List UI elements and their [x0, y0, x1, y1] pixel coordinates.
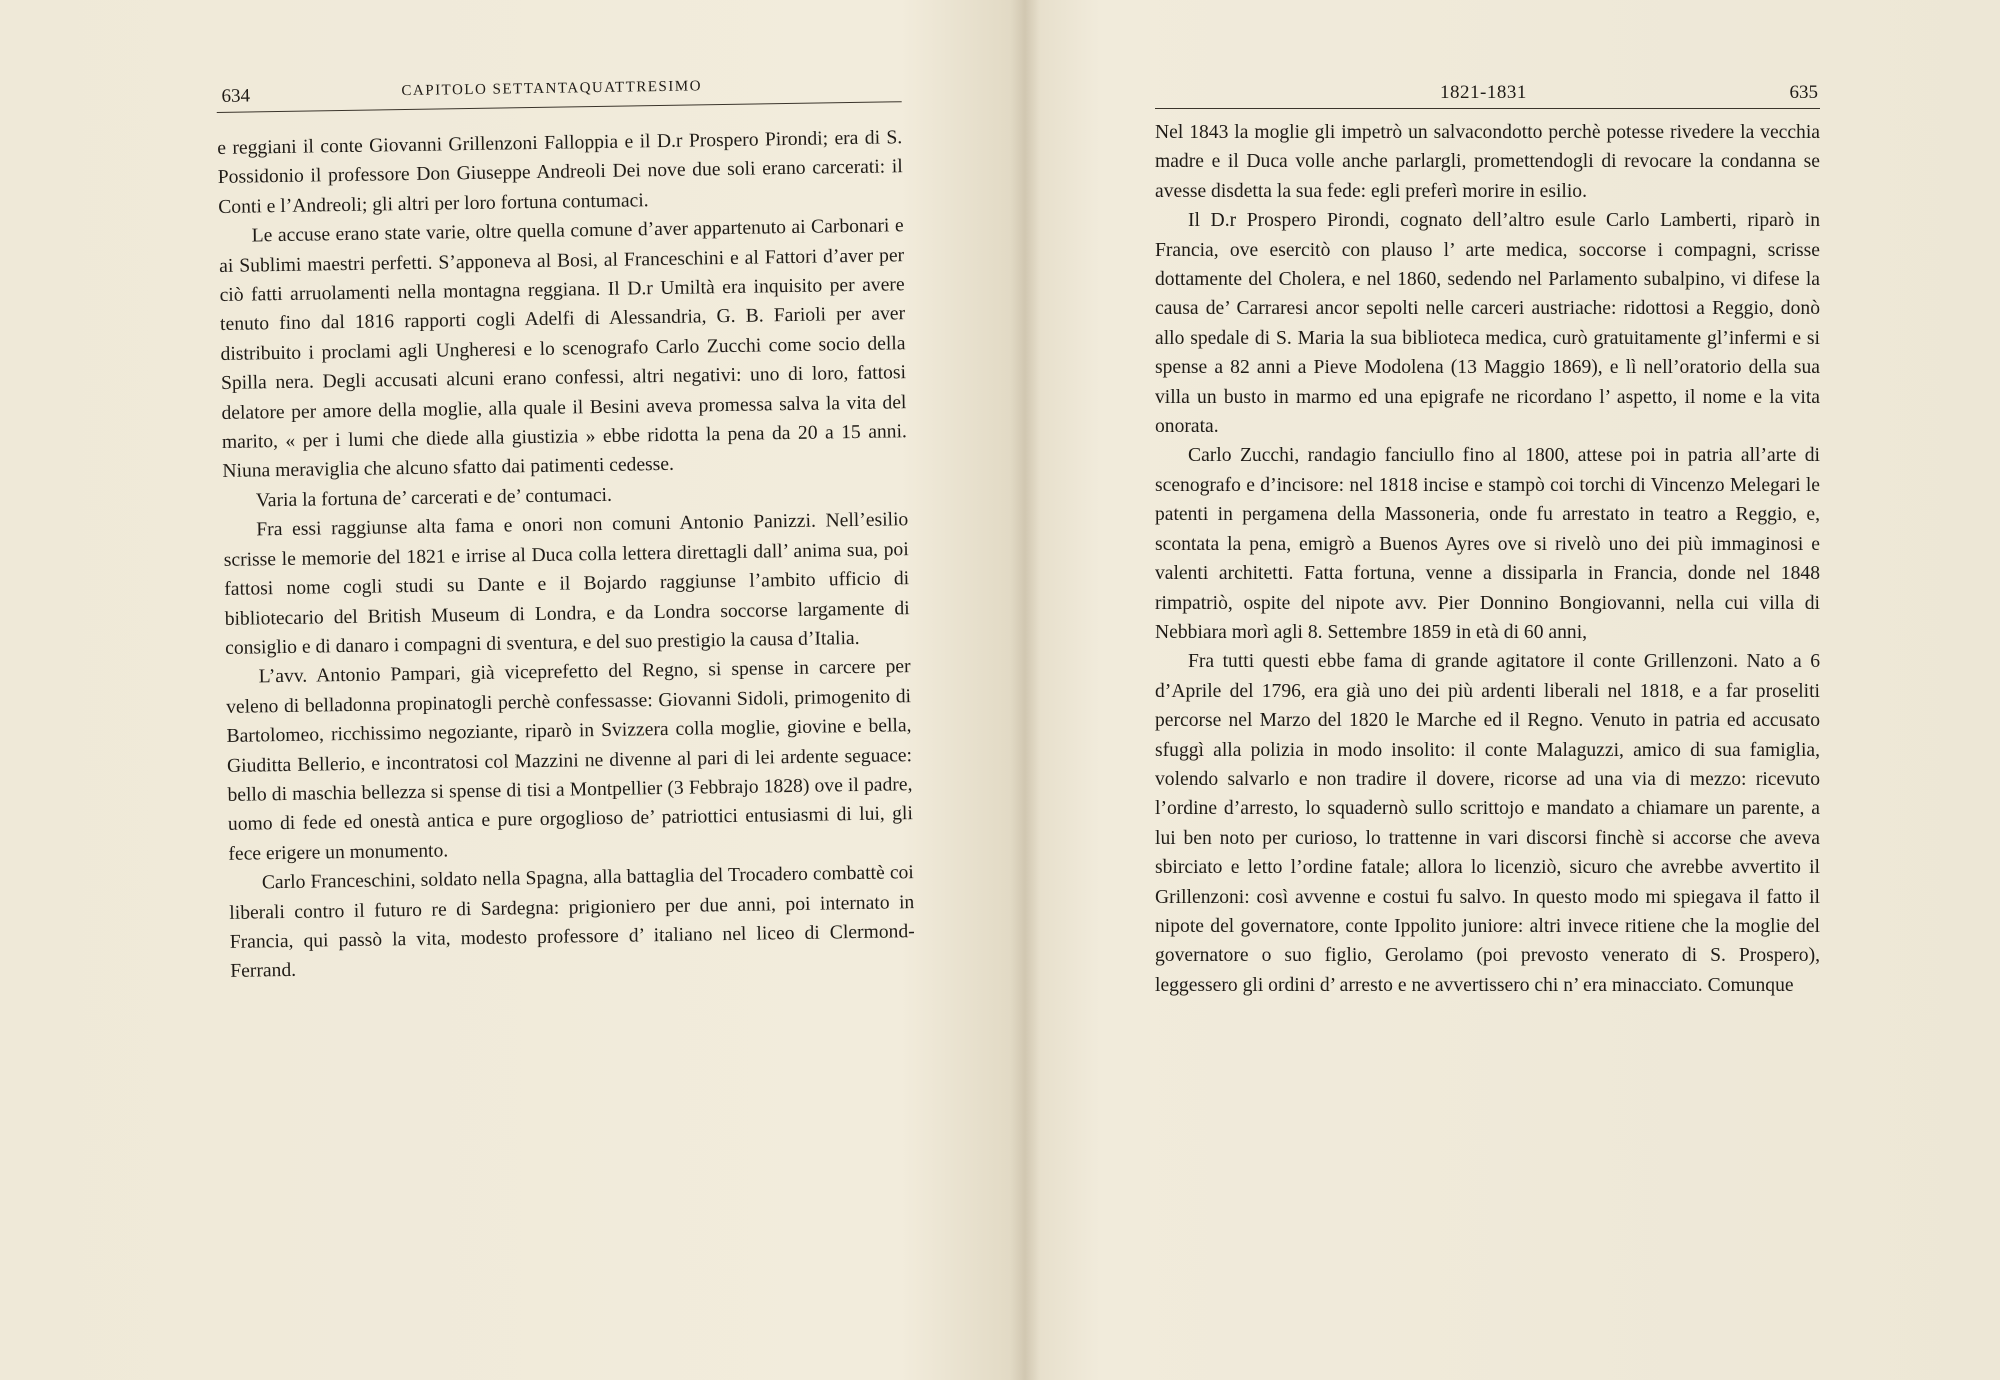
- paragraph: Fra tutti questi ebbe fama di grande agitatore il conte Grillenzoni. Nato a 6 d’Aprile del 1796, era già uno dei più ardenti liberali nel 1818, e a far proseliti percorse nel Marzo del 1820 le Marche ed il Regno. Venuto in patria ed accusato sfuggì alla polizia in modo insolito: il conte Malaguzzi, amico di sua famiglia, volendo salvarlo e non tradire il dovere, ricorse ad una via di mezzo: ricevuto l’ordine d’arresto, lo squadernò sullo scrittojo e mandato a chiamare un parente, a lui ben noto per curioso, lo trattenne in vari discorsi finchè si accorse che aveva sbirciato e letto l’ordine fatale; allora lo licenziò, sicuro che avrebbe avvertito il Grillenzoni: così avvenne e costui fu salvo. In questo modo mi spiegava il fatto il nipote del governatore, conte Ippolito juniore: altri invece ritiene che la moglie del governatore o suo figlio, Gerolamo (poi prevosto venerato di S. Prospero), leggessero gli ordini d’ arresto e ne avvertissero chi n’ era minacciato. Comunque: [1155, 651, 1820, 996]
- book-gutter: [1010, 0, 1040, 1380]
- right-page: [1155, 0, 1820, 1380]
- paragraph: Varia la fortuna de’ carcerati e de’ contumaci.: [255, 484, 613, 512]
- page-number-right: 635: [1789, 82, 1818, 103]
- left-page: [215, 0, 922, 1380]
- right-page-header: [1155, 78, 1820, 109]
- paragraph: Nel 1843 la moglie gli impetrò un salvacondotto perchè potesse rivedere la vecchia madre e il Duca volle anche parlargli, promettendogli di revocare la condanna se avesse disdetta la sua fede: egli preferì morire in esilio.: [1155, 122, 1820, 202]
- right-page-body: [1155, 118, 1820, 1000]
- paragraph: Le accuse erano state varie, oltre quella comune d’aver appartenuto ai Carbonari e ai Sublimi maestri perfetti. S’apponeva al Bosi, al Franceschini e al Fattori d’aver per ciò fatti arruolamenti nella montagna reggiana. Il D.r Umiltà era inquisito per avere tenuto fino dal 1816 rapporti cogli Adelfi di Alessandria, G. B. Farioli per aver distribuito i proclami agli Ungheresi e lo scenografo Carlo Zucchi come socio della Spilla nera. Degli accusati alcuni erano confessi, altri negativi: uno di loro, fattosi delatore per amore della moglie, alla quale il Besini aveva promessa salva la vita del marito, « per i lumi che diede alla giustizia » ebbe ridotta la pena da 20 a 15 anni. Niuna meraviglia che alcuno sfatto dai patimenti cedesse.: [219, 215, 908, 483]
- left-page-header: [216, 71, 901, 113]
- page-number-left: 634: [221, 85, 251, 107]
- paragraph: e reggiani il conte Giovanni Grillenzoni Falloppia e il D.r Prospero Pirondi; era di S. Possidonio il professore Don Giuseppe Andreoli Dei nove due soli erano carcerati: il Conti e l’Andreoli; gli altri per loro fortuna contumaci.: [217, 127, 903, 218]
- left-page-body: [217, 123, 915, 986]
- paragraph: Fra essi raggiunse alta fama e onori non comuni Antonio Panizzi. Nell’esilio scrisse le memorie del 1821 e irrise al Duca colla lettera direttagli dall’ anima sua, poi fattosi nome cogli studi su Dante e il Bojardo raggiunse l’ambito ufficio di bibliotecario del British Museum di Londra, e da Londra soccorse largamente di consiglio e di danaro i compagni di sventura, e del suo prestigio la causa d’Italia.: [223, 509, 910, 659]
- running-head-right: 1821-1831: [1440, 82, 1527, 103]
- paragraph: Carlo Franceschini, soldato nella Spagna, alla battaglia del Trocadero combattè coi liberali contro il futuro re di Sardegna: prigioniero per due anni, poi internato in Francia, qui passò la vita, modesto professore d’ italiano nel liceo di Clermond-Ferrand.: [229, 862, 915, 983]
- paragraph: Il D.r Prospero Pirondi, cognato dell’altro esule Carlo Lamberti, riparò in Francia, ove esercitò con plauso l’ arte medica, soccorse i compagni, scrisse dottamente del Cholera, e nel 1860, sedendo nel Parlamento subalpino, vi difese la causa de’ Carraresi ancor sepolti nelle carceri austriache: ridottosi a Reggio, donò allo spedale di S. Maria la sua biblioteca medica, curò gratuitamente gl’infermi e si spense a 82 anni a Pieve Modolena (13 Maggio 1869), e lì nell’oratorio della sua villa un busto in marmo ed una epigrafe ne ricordano l’ aspetto, il nome e la vita onorata.: [1155, 210, 1820, 438]
- running-head-left: CAPITOLO SETTANTAQUATTRESIMO: [401, 78, 703, 100]
- paragraph: L’avv. Antonio Pampari, già viceprefetto del Regno, si spense in carcere per veleno di belladonna propinatogli perchè confessasse: Giovanni Sidoli, primogenito di Bartolomeo, ricchissimo negoziante, riparò in Svizzera colla moglie, giovine e bella, Giuditta Bellerio, e incontratosi col Mazzini ne divenne al pari di lei ardente seguace: bello di maschia bellezza si spense di tisi a Montpellier (3 Febbrajo 1828) ove il padre, uomo di fede ed onestà antica e pure orgoglioso de’ patriottici entusiasmi di lui, gli fece erigere un monumento.: [225, 656, 914, 865]
- paragraph: Carlo Zucchi, randagio fanciullo fino al 1800, attese poi in patria all’arte di scenografo e d’incisore: nel 1818 incise e stampò coi torchi di Vincenzo Melegari le patenti in pergamena della Massoneria, onde fu arrestato in teatro a Reggio, e, scontata la pena, emigrò a Buenos Ayres ove si rivelò uno dei più immaginosi e valenti architetti. Fatta fortuna, venne a dissiparla in Francia, donde nel 1848 rimpatriò, ospite del nipote avv. Pier Donnino Bongiovanni, nella cui villa di Nebbiara morì agli 8. Settembre 1859 in età di 60 anni,: [1155, 445, 1820, 643]
